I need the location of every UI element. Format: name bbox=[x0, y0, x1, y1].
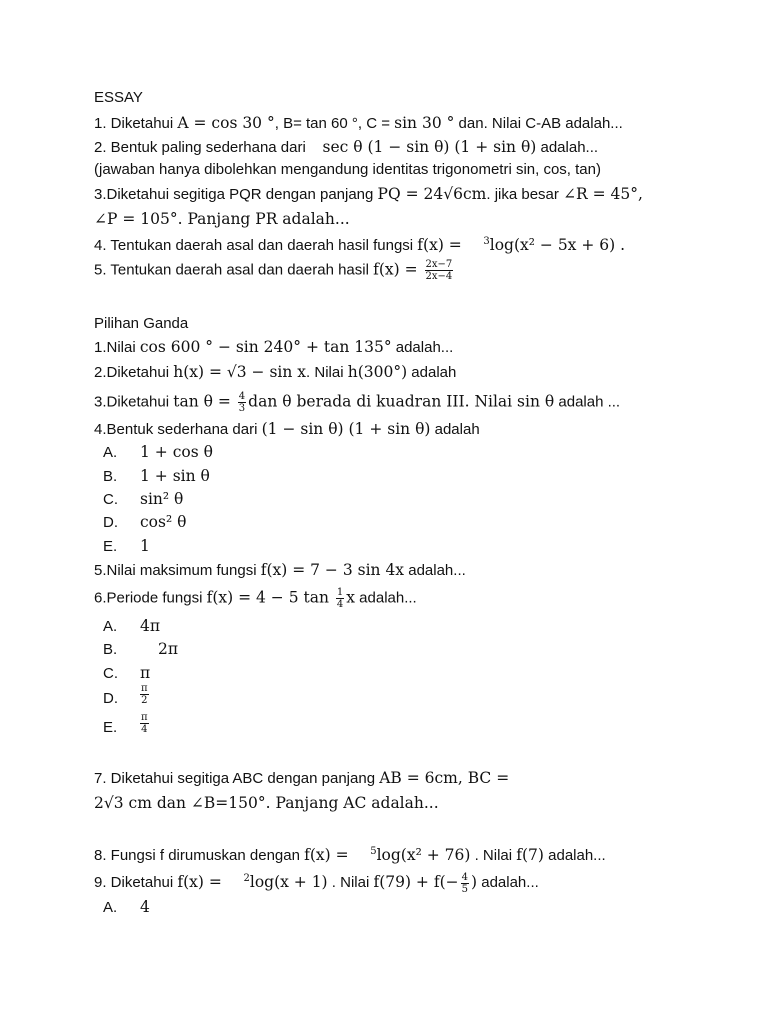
pg-question-3 bbox=[94, 391, 620, 414]
pg-question-5 bbox=[94, 560, 466, 581]
pg-question-7-cont bbox=[94, 793, 439, 814]
fraction bbox=[140, 712, 149, 735]
essay-question-4 bbox=[94, 232, 625, 256]
math-expr: f(x) = 4 − 5 tan bbox=[206, 588, 334, 607]
option-letter: D. bbox=[103, 514, 118, 531]
fraction-numerator: π bbox=[141, 712, 148, 723]
fraction bbox=[336, 587, 344, 610]
fraction-numerator: 4 bbox=[238, 391, 246, 402]
option-letter: B. bbox=[103, 468, 118, 485]
math-expr: tan θ = bbox=[173, 392, 236, 411]
option-letter: E. bbox=[103, 538, 118, 555]
fraction-denominator: 2 bbox=[141, 695, 148, 706]
option-value: 1 + cos θ bbox=[140, 443, 213, 461]
math-expr: log(x + 1) bbox=[249, 873, 328, 891]
option-letter: C. bbox=[103, 491, 118, 508]
math-expr: ) bbox=[471, 873, 478, 891]
q-text: adalah... bbox=[543, 847, 606, 864]
option-value: 2π bbox=[158, 640, 179, 658]
q-text: . jika besar bbox=[486, 186, 564, 203]
essay-question-1 bbox=[94, 113, 623, 134]
math-expr: f(x) = bbox=[373, 260, 423, 279]
option-value bbox=[140, 683, 149, 706]
pg-question-4 bbox=[94, 419, 480, 440]
math-expr: sin 30 ° bbox=[394, 114, 455, 132]
fraction-numerator: 2x−7 bbox=[425, 259, 453, 270]
math-expr: PQ = 24√6cm bbox=[377, 185, 487, 203]
fraction-numerator: π bbox=[141, 683, 148, 694]
option-value: 1 + sin θ bbox=[140, 467, 210, 485]
fraction bbox=[461, 872, 469, 895]
math-expr: (1 − sin θ) (1 + sin θ) bbox=[261, 420, 431, 438]
q-text: 3.Diketahui bbox=[94, 393, 174, 411]
math-expr: h(x) = √3 − sin x bbox=[173, 363, 307, 381]
q-text: adalah... bbox=[404, 562, 466, 579]
math-expr: AB = 6cm, BC = bbox=[379, 769, 510, 787]
math-expr: f(79) + f(− bbox=[373, 873, 459, 891]
q-text: adalah... bbox=[391, 339, 454, 356]
option-value: 1 bbox=[140, 537, 150, 555]
q-text: adalah... bbox=[477, 874, 539, 891]
q-text: , B= tan 60 °, C = bbox=[274, 115, 395, 132]
essay-question-2-note: (jawaban hanya dibolehkan mengandung identitas trigonometri sin, cos, tan) bbox=[94, 161, 601, 178]
math-expr: 2√3 cm dan ∠B=150°. Panjang AC adalah... bbox=[94, 794, 439, 812]
option-value bbox=[140, 712, 149, 735]
essay-question-2 bbox=[94, 137, 598, 158]
q-text: 2.Diketahui bbox=[94, 364, 174, 381]
log-base: 5 bbox=[370, 846, 377, 857]
fraction bbox=[238, 391, 246, 414]
math-expr: log(x² − 5x + 6) . bbox=[489, 236, 626, 254]
fraction bbox=[425, 259, 454, 282]
q-text: 5. Tentukan daerah asal dan daerah hasil bbox=[94, 261, 374, 279]
math-expr: f(x) = bbox=[304, 846, 354, 864]
essay-question-3-cont bbox=[94, 209, 350, 230]
math-expr: f(x) = 7 − 3 sin 4x bbox=[260, 561, 405, 579]
option-letter: C. bbox=[103, 665, 118, 682]
fraction-denominator: 4 bbox=[141, 724, 148, 735]
q-text: 8. Fungsi f dirumuskan dengan bbox=[94, 847, 305, 864]
pg-heading: Pilihan Ganda bbox=[94, 315, 189, 332]
q-text: 9. Diketahui bbox=[94, 874, 178, 891]
fraction bbox=[140, 683, 149, 706]
q-text: 6.Periode fungsi bbox=[94, 589, 207, 607]
math-expr: h(300°) bbox=[347, 363, 408, 381]
essay-question-3 bbox=[94, 184, 643, 205]
q-text: . Nilai bbox=[327, 874, 374, 891]
math-expr: dan θ berada di kuadran III. Nilai sin θ bbox=[248, 392, 555, 411]
fraction-denominator: 5 bbox=[461, 883, 468, 895]
math-expr: x bbox=[346, 588, 355, 607]
option-letter: A. bbox=[103, 444, 118, 461]
fraction-numerator: 4 bbox=[461, 871, 468, 883]
pg-question-2 bbox=[94, 362, 456, 383]
pg-question-9 bbox=[94, 869, 539, 895]
fraction-numerator: 1 bbox=[336, 587, 344, 598]
q-text: 4. Tentukan daerah asal dan daerah hasil fungsi bbox=[94, 237, 418, 254]
math-expr: f(x) = bbox=[417, 236, 467, 254]
q-text: 1. Diketahui bbox=[94, 115, 178, 132]
pg-question-7 bbox=[94, 768, 509, 789]
essay-question-5 bbox=[94, 259, 455, 282]
math-expr: A = cos 30 ° bbox=[177, 114, 275, 132]
q-text: adalah ... bbox=[554, 393, 621, 411]
q-text: adalah bbox=[430, 421, 480, 438]
essay-heading: ESSAY bbox=[94, 89, 143, 106]
pg-question-6 bbox=[94, 587, 417, 610]
option-letter: A. bbox=[103, 618, 118, 635]
option-letter: B. bbox=[103, 641, 118, 658]
q-text: 2. Bentuk paling sederhana dari bbox=[94, 139, 310, 156]
math-expr: sec θ (1 − sin θ) (1 + sin θ) bbox=[322, 138, 537, 156]
math-expr: cos 600 ° − sin 240° + tan 135° bbox=[139, 338, 392, 356]
q-text: . Nilai bbox=[306, 364, 348, 381]
log-base: 3 bbox=[483, 236, 490, 247]
q-text: adalah... bbox=[355, 589, 417, 607]
option-value: sin² θ bbox=[140, 490, 184, 508]
q-text: adalah bbox=[407, 364, 457, 381]
math-expr: ∠P = 105°. Panjang PR adalah... bbox=[94, 210, 350, 228]
q-text: 5.Nilai maksimum fungsi bbox=[94, 562, 261, 579]
math-expr: ∠R = 45°, bbox=[563, 185, 643, 203]
pg-question-8 bbox=[94, 842, 606, 866]
option-letter: A. bbox=[103, 899, 118, 916]
q-text: 7. Diketahui segitiga ABC dengan panjang bbox=[94, 770, 380, 787]
option-value: cos² θ bbox=[140, 513, 187, 531]
fraction-denominator: 3 bbox=[238, 403, 246, 414]
pg-question-1 bbox=[94, 337, 453, 358]
math-expr: log(x² + 76) bbox=[376, 846, 471, 864]
option-letter: D. bbox=[103, 690, 118, 707]
option-value: 4π bbox=[140, 617, 161, 635]
q-text: . Nilai bbox=[470, 847, 517, 864]
option-value: π bbox=[140, 664, 151, 682]
q-text: adalah... bbox=[536, 139, 599, 156]
log-base: 2 bbox=[243, 873, 250, 884]
fraction-denominator: 2x−4 bbox=[425, 271, 453, 282]
q-text: 1.Nilai bbox=[94, 339, 140, 356]
option-value: 4 bbox=[140, 898, 150, 916]
q-text: 3.Diketahui segitiga PQR dengan panjang bbox=[94, 186, 378, 203]
option-letter: E. bbox=[103, 719, 118, 736]
math-expr: f(x) = bbox=[177, 873, 227, 891]
q-text: dan. Nilai C-AB adalah... bbox=[454, 115, 623, 132]
q-text: 4.Bentuk sederhana dari bbox=[94, 421, 262, 438]
math-expr: f(7) bbox=[516, 846, 544, 864]
fraction-denominator: 4 bbox=[336, 599, 344, 610]
